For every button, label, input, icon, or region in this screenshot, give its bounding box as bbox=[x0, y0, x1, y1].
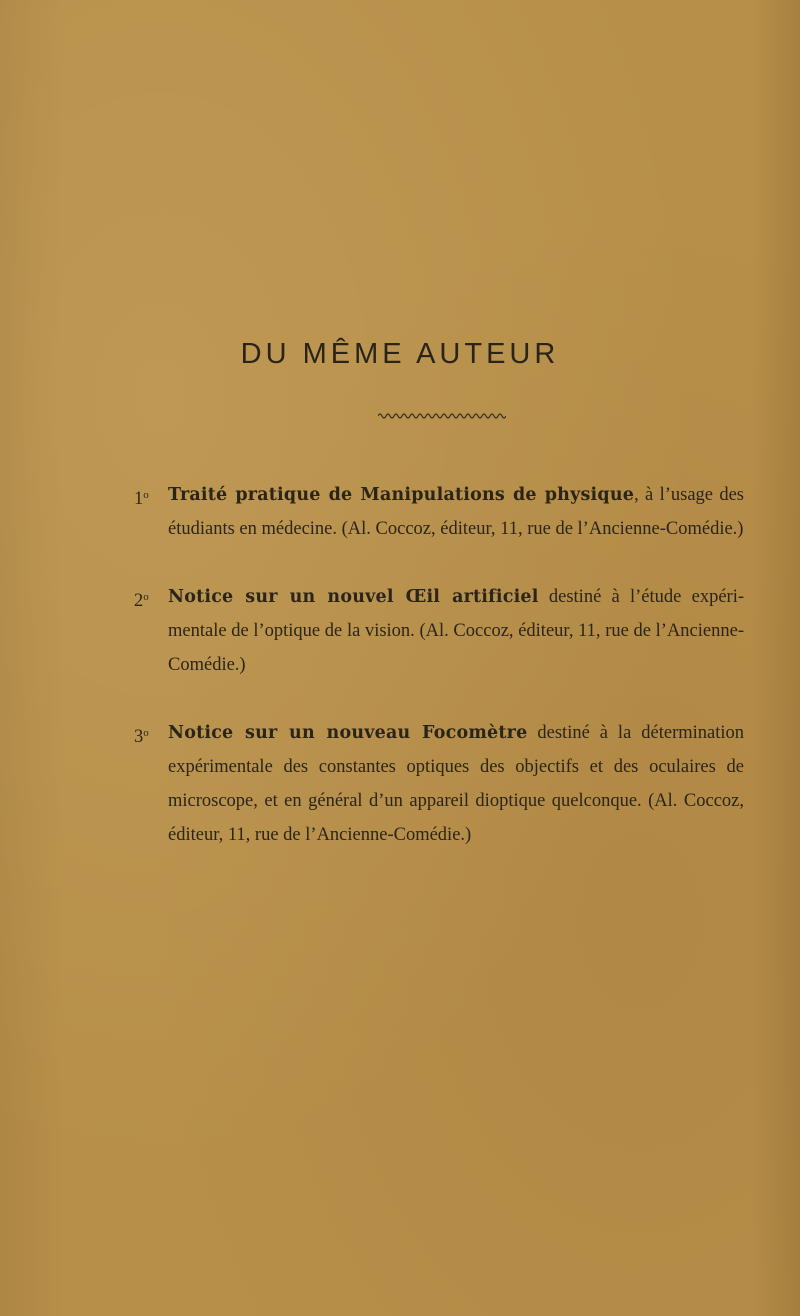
work-number: 2$^o$ bbox=[134, 591, 149, 611]
work-title: Traité pratique de Manipulations de physique bbox=[168, 485, 635, 505]
work-title: Notice sur un nouvel Œil artificiel bbox=[168, 587, 539, 607]
work-item bbox=[134, 478, 744, 546]
wavy-line-icon bbox=[378, 411, 506, 421]
work-number: 1$^o$ bbox=[134, 489, 149, 509]
works-list bbox=[134, 478, 744, 886]
work-description: , à l’usage des étudiants en médecine. (Al. Coccoz, éditeur, 11, rue de l’Ancienne-Comédie.) bbox=[168, 485, 744, 539]
page-heading: DU MÊME AUTEUR bbox=[240, 338, 560, 370]
work-description: destiné à l’étude expéri-mentale de l’optique de la vision. (Al. Coccoz, éditeur, 11, rue de l’Ancienne-Comédie.) bbox=[168, 587, 745, 675]
work-title: Notice sur un nouveau Focomètre bbox=[168, 723, 528, 743]
wavy-rule-ornament bbox=[378, 411, 506, 421]
work-item bbox=[134, 580, 744, 682]
work-item bbox=[134, 716, 744, 852]
work-description: destiné à la détermination expérimentale des constantes optiques des objectifs et des oculaires de microscope, et en général d’un appareil dioptique quelconque. (Al. Coccoz, éditeur, 11, rue de l’Ancienne-Comédie.) bbox=[168, 723, 744, 845]
work-number: 3$^o$ bbox=[134, 727, 149, 747]
